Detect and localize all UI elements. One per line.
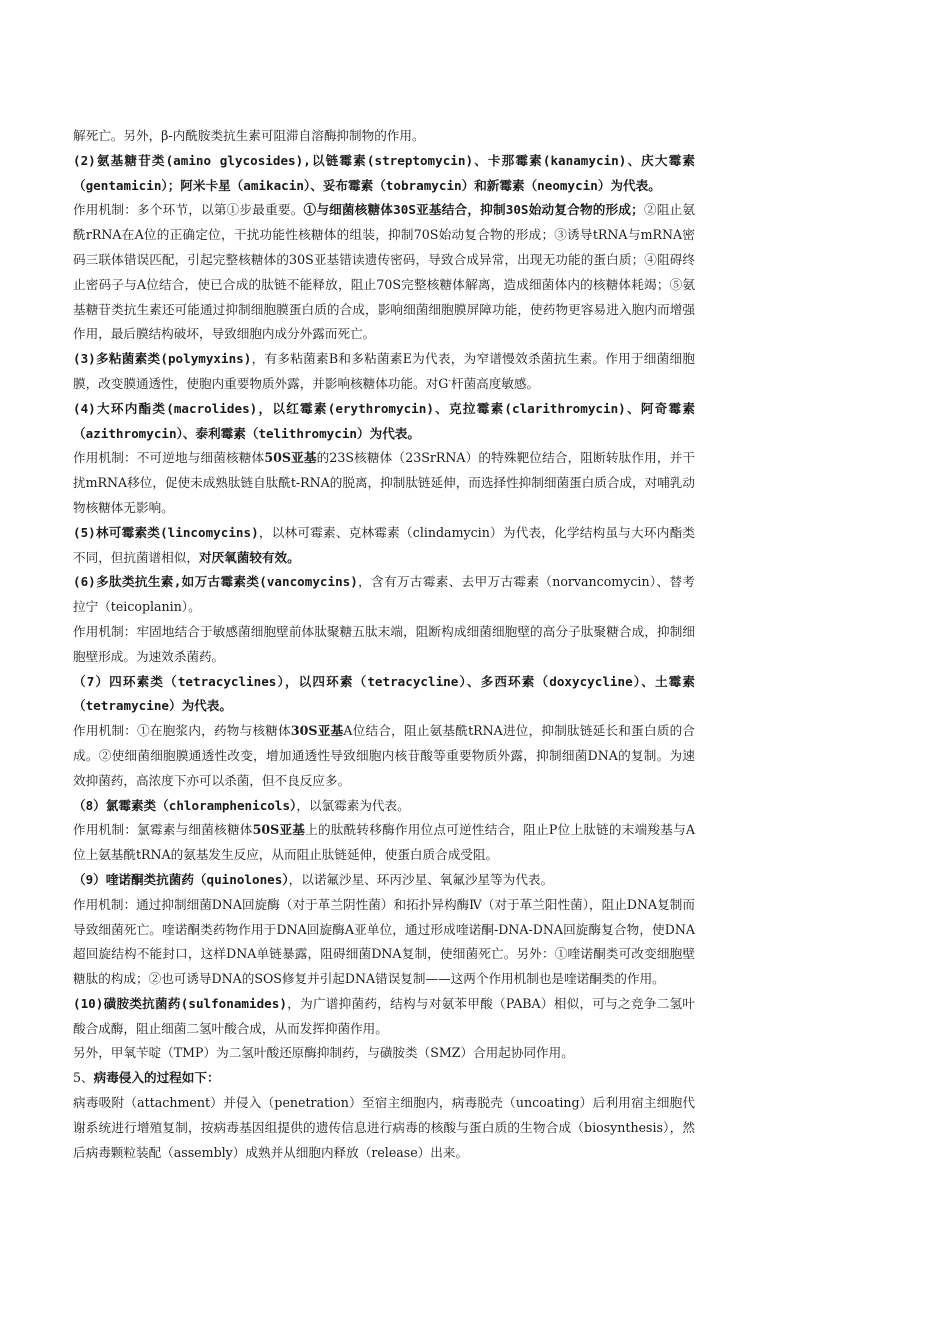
paragraph-aminoglycosides-mechanism: 作用机制：多个环节，以第①步最重要。①与细菌核糖体30S亚基结合，抑制30S始动复合物的形成；②阻止氨酰rRNA在A位的正确定位，干扰功能性核糖体的组装，抑制70S始动复合物的形成；③诱导tRNA与mRNA密码三联体错误匹配，引起完整核糖体的30S亚基错读遗传密码，导致合成异常，出现无功能的蛋白质；④阻碍终止密码子与A位结合，使已合成的肽链不能释放，阻止70S完整核糖体解离，造成细菌体内的核糖体耗竭；⑤氨基糖苷类抗生素还可能通过抑制细胞膜蛋白质的合成，影响细菌细胞膜屏障功能，使药物更容易进入胞内而增强作用，最后膜结构破坏，导致细胞内成分外露而死亡。 <box>73 202 696 342</box>
paragraph-vancomycins-mechanism: 作用机制：牢固地结合于敏感菌细胞壁前体肽聚糖五肽末端，阻断构成细菌细胞壁的高分子肽聚糖合成，抑制细胞壁形成。为速效杀菌药。 <box>73 623 695 664</box>
heading-aminoglycosides: (2)氨基糖苷类(amino glycosides),以链霉素(streptomycin)、卡那霉素(kanamycin)、庆大霉素（gentamicin）；阿米卡星（amikacin）、妥布霉素（tobramycin）和新霉素（neomycin）为代表。 <box>73 152 695 193</box>
paragraph-virus-invasion: 病毒吸附（attachment）并侵入（penetration）至宿主细胞内，病毒脱壳（uncoating）后利用宿主细胞代谢系统进行增殖复制，按病毒基因组提供的遗传信息进行病毒的核酸与蛋白质的生物合成（biosynthesis），然后病毒颗粒装配（assembly）成熟并从细胞内释放（release）出来。 <box>73 1095 695 1160</box>
paragraph-tetracyclines-mechanism: 作用机制：①在胞浆内，药物与核糖体30S亚基A位结合，阻止氨基酰tRNA进位，抑制肽链延长和蛋白质的合成。②使细菌细胞膜通透性改变，增加通透性导致细胞内核苷酸等重要物质外露，抑制细菌DNA的复制。为速效抑菌药，高浓度下亦可以杀菌，但不良反应多。 <box>73 723 695 788</box>
paragraph-lysis-intro: 解死亡。另外，β-内酰胺类抗生素可阻滞自溶酶抑制物的作用。 <box>73 128 425 143</box>
paragraph-chloramphenicols: （8）氯霉素类（chloramphenicols），以氯霉素为代表。 <box>73 797 410 813</box>
paragraph-macrolides-mechanism: 作用机制：不可逆地与细菌核糖体50S亚基的23S核糖体（23SrRNA）的特殊靶位结合，阻断转肽作用，并干扰mRNA移位，促使未成熟肽链自肽酰t-RNA的脱离，抑制肽链延伸，而选择性抑制细菌蛋白质合成，对哺乳动物核糖体无影响。 <box>73 450 696 515</box>
paragraph-sulfonamides: (10)磺胺类抗菌药(sulfonamides)，为广谱抑菌药，结构与对氨苯甲酸（PABA）相似，可与之竞争二氢叶酸合成酶，阻止细菌二氢叶酸合成，从而发挥抑菌作用。 <box>73 995 696 1036</box>
document-body <box>73 124 695 1165</box>
paragraph-chloramphenicols-mechanism: 作用机制：氯霉素与细菌核糖体50S亚基上的肽酰转移酶作用位点可逆性结合，阻止P位上肽链的末端羧基与A位上氨基酰tRNA的氨基发生反应，从而阻止肽链延伸，使蛋白质合成受阻。 <box>73 822 695 863</box>
paragraph-vancomycins: (6)多肽类抗生素,如万古霉素类(vancomycins)，含有万古霉素、去甲万古霉素（norvancomycin）、替考拉宁（teicoplanin）。 <box>73 574 695 615</box>
paragraph-polymyxins: (3)多粘菌素类(polymyxins)，有多粘菌素B和多粘菌素E为代表，为窄谱慢效杀菌抗生素。作用于细菌细胞膜，改变膜通透性，使胞内重要物质外露，并影响核糖体功能。对G-杆菌高度敏感。 <box>73 351 696 391</box>
paragraph-lincomycins: (5)林可霉素类(lincomycins)，以林可霉素、克林霉素（clindamycin）为代表，化学结构虽与大环内酯类不同，但抗菌谱相似，对厌氧菌较有效。 <box>73 524 695 565</box>
paragraph-quinolones-mechanism: 作用机制：通过抑制细菌DNA回旋酶（对于革兰阴性菌）和拓扑异构酶Ⅳ（对于革兰阳性菌），阻止DNA复制而导致细菌死亡。喹诺酮类药物作用于DNA回旋酶A亚单位，通过形成喹诺酮-DNA-DNA回旋酶复合物，使DNA超回旋结构不能封口，这样DNA单链暴露，阻碍细菌DNA复制，使细菌死亡。另外：①喹诺酮类可改变细胞壁糖肽的构成；②也可诱导DNA的SOS修复并引起DNA错误复制——这两个作用机制也是喹诺酮类的作用。 <box>73 896 695 987</box>
paragraph-tmp: 另外，甲氧苄啶（TMP）为二氢叶酸还原酶抑制药，与磺胺类（SMZ）合用起协同作用。 <box>73 1045 574 1061</box>
heading-virus-invasion: 5、病毒侵入的过程如下： <box>73 1070 220 1086</box>
heading-tetracyclines: （7）四环素类（tetracyclines），以四环素（tetracycline）、多西环素（doxycycline）、土霉素（tetramycine）为代表。 <box>73 673 695 714</box>
paragraph-quinolones: （9）喹诺酮类抗菌药（quinolones），以诺氟沙星、环丙沙星、氧氟沙星等为代表。 <box>73 871 554 887</box>
heading-macrolides: (4)大环内酯类(macrolides)，以红霉素(erythromycin)、克拉霉素(clarithromycin)、阿奇霉素（azithromycin）、泰利霉素（telithromycin）为代表。 <box>73 400 695 441</box>
